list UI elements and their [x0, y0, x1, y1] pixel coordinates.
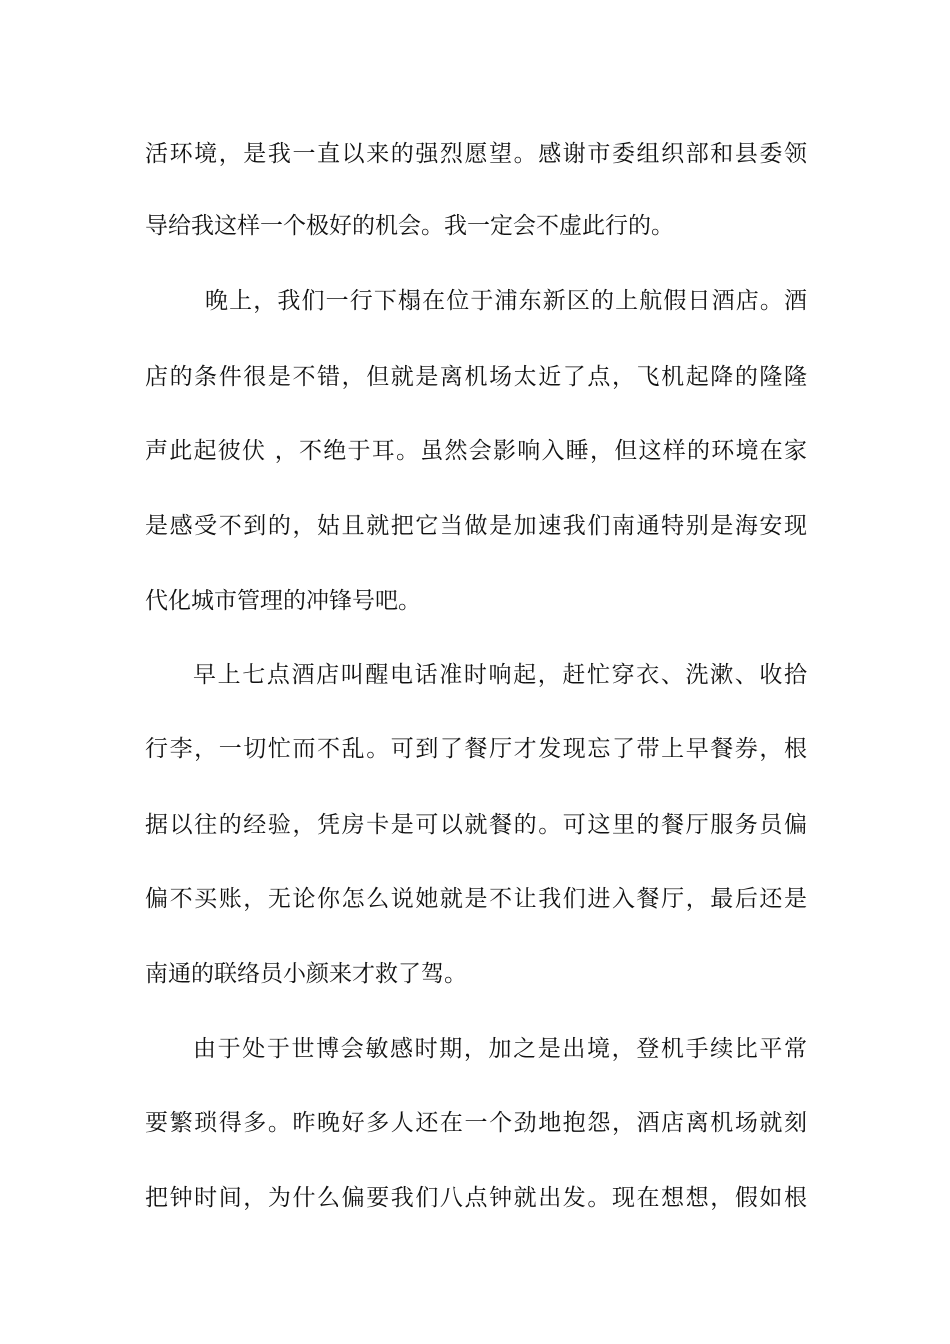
text-line: 声此起彼伏 ，不绝于耳。虽然会影响入睡，但这样的环境在家	[145, 438, 807, 464]
text-line: 南通的联络员小颜来才救了驾。	[145, 961, 467, 987]
text-line: 导给我这样一个极好的机会。我一定会不虚此行的。	[145, 213, 674, 239]
paragraph-first-line: 由于处于世博会敏感时期，加之是出境，登机手续比平常	[193, 1036, 807, 1062]
paragraph-first-line: 早上七点酒店叫醒电话准时响起，赶忙穿衣、洗漱、收拾	[193, 662, 807, 688]
text-line: 行李，一切忙而不乱。可到了餐厅才发现忘了带上早餐券，根	[145, 736, 807, 762]
text-line: 是感受不到的，姑且就把它当做是加速我们南通特别是海安现	[145, 513, 807, 539]
text-line: 要繁琐得多。昨晚好多人还在一个劲地抱怨，酒店离机场就刻	[145, 1110, 807, 1136]
text-line: 据以往的经验，凭房卡是可以就餐的。可这里的餐厅服务员偏	[145, 812, 807, 838]
text-line: 代化城市管理的冲锋号吧。	[145, 588, 421, 614]
text-line: 店的条件很是不错，但就是离机场太近了点，飞机起降的隆隆	[145, 364, 807, 390]
text-line: 把钟时间，为什么偏要我们八点钟就出发。现在想想，假如根	[145, 1185, 807, 1211]
paragraph-first-line: 晚上，我们一行下榻在位于浦东新区的上航假日酒店。酒	[205, 288, 807, 314]
text-line: 偏不买账，无论你怎么说她就是不让我们进入餐厅，最后还是	[145, 886, 807, 912]
text-line: 活环境，是我一直以来的强烈愿望。感谢市委组织部和县委领	[145, 141, 807, 167]
